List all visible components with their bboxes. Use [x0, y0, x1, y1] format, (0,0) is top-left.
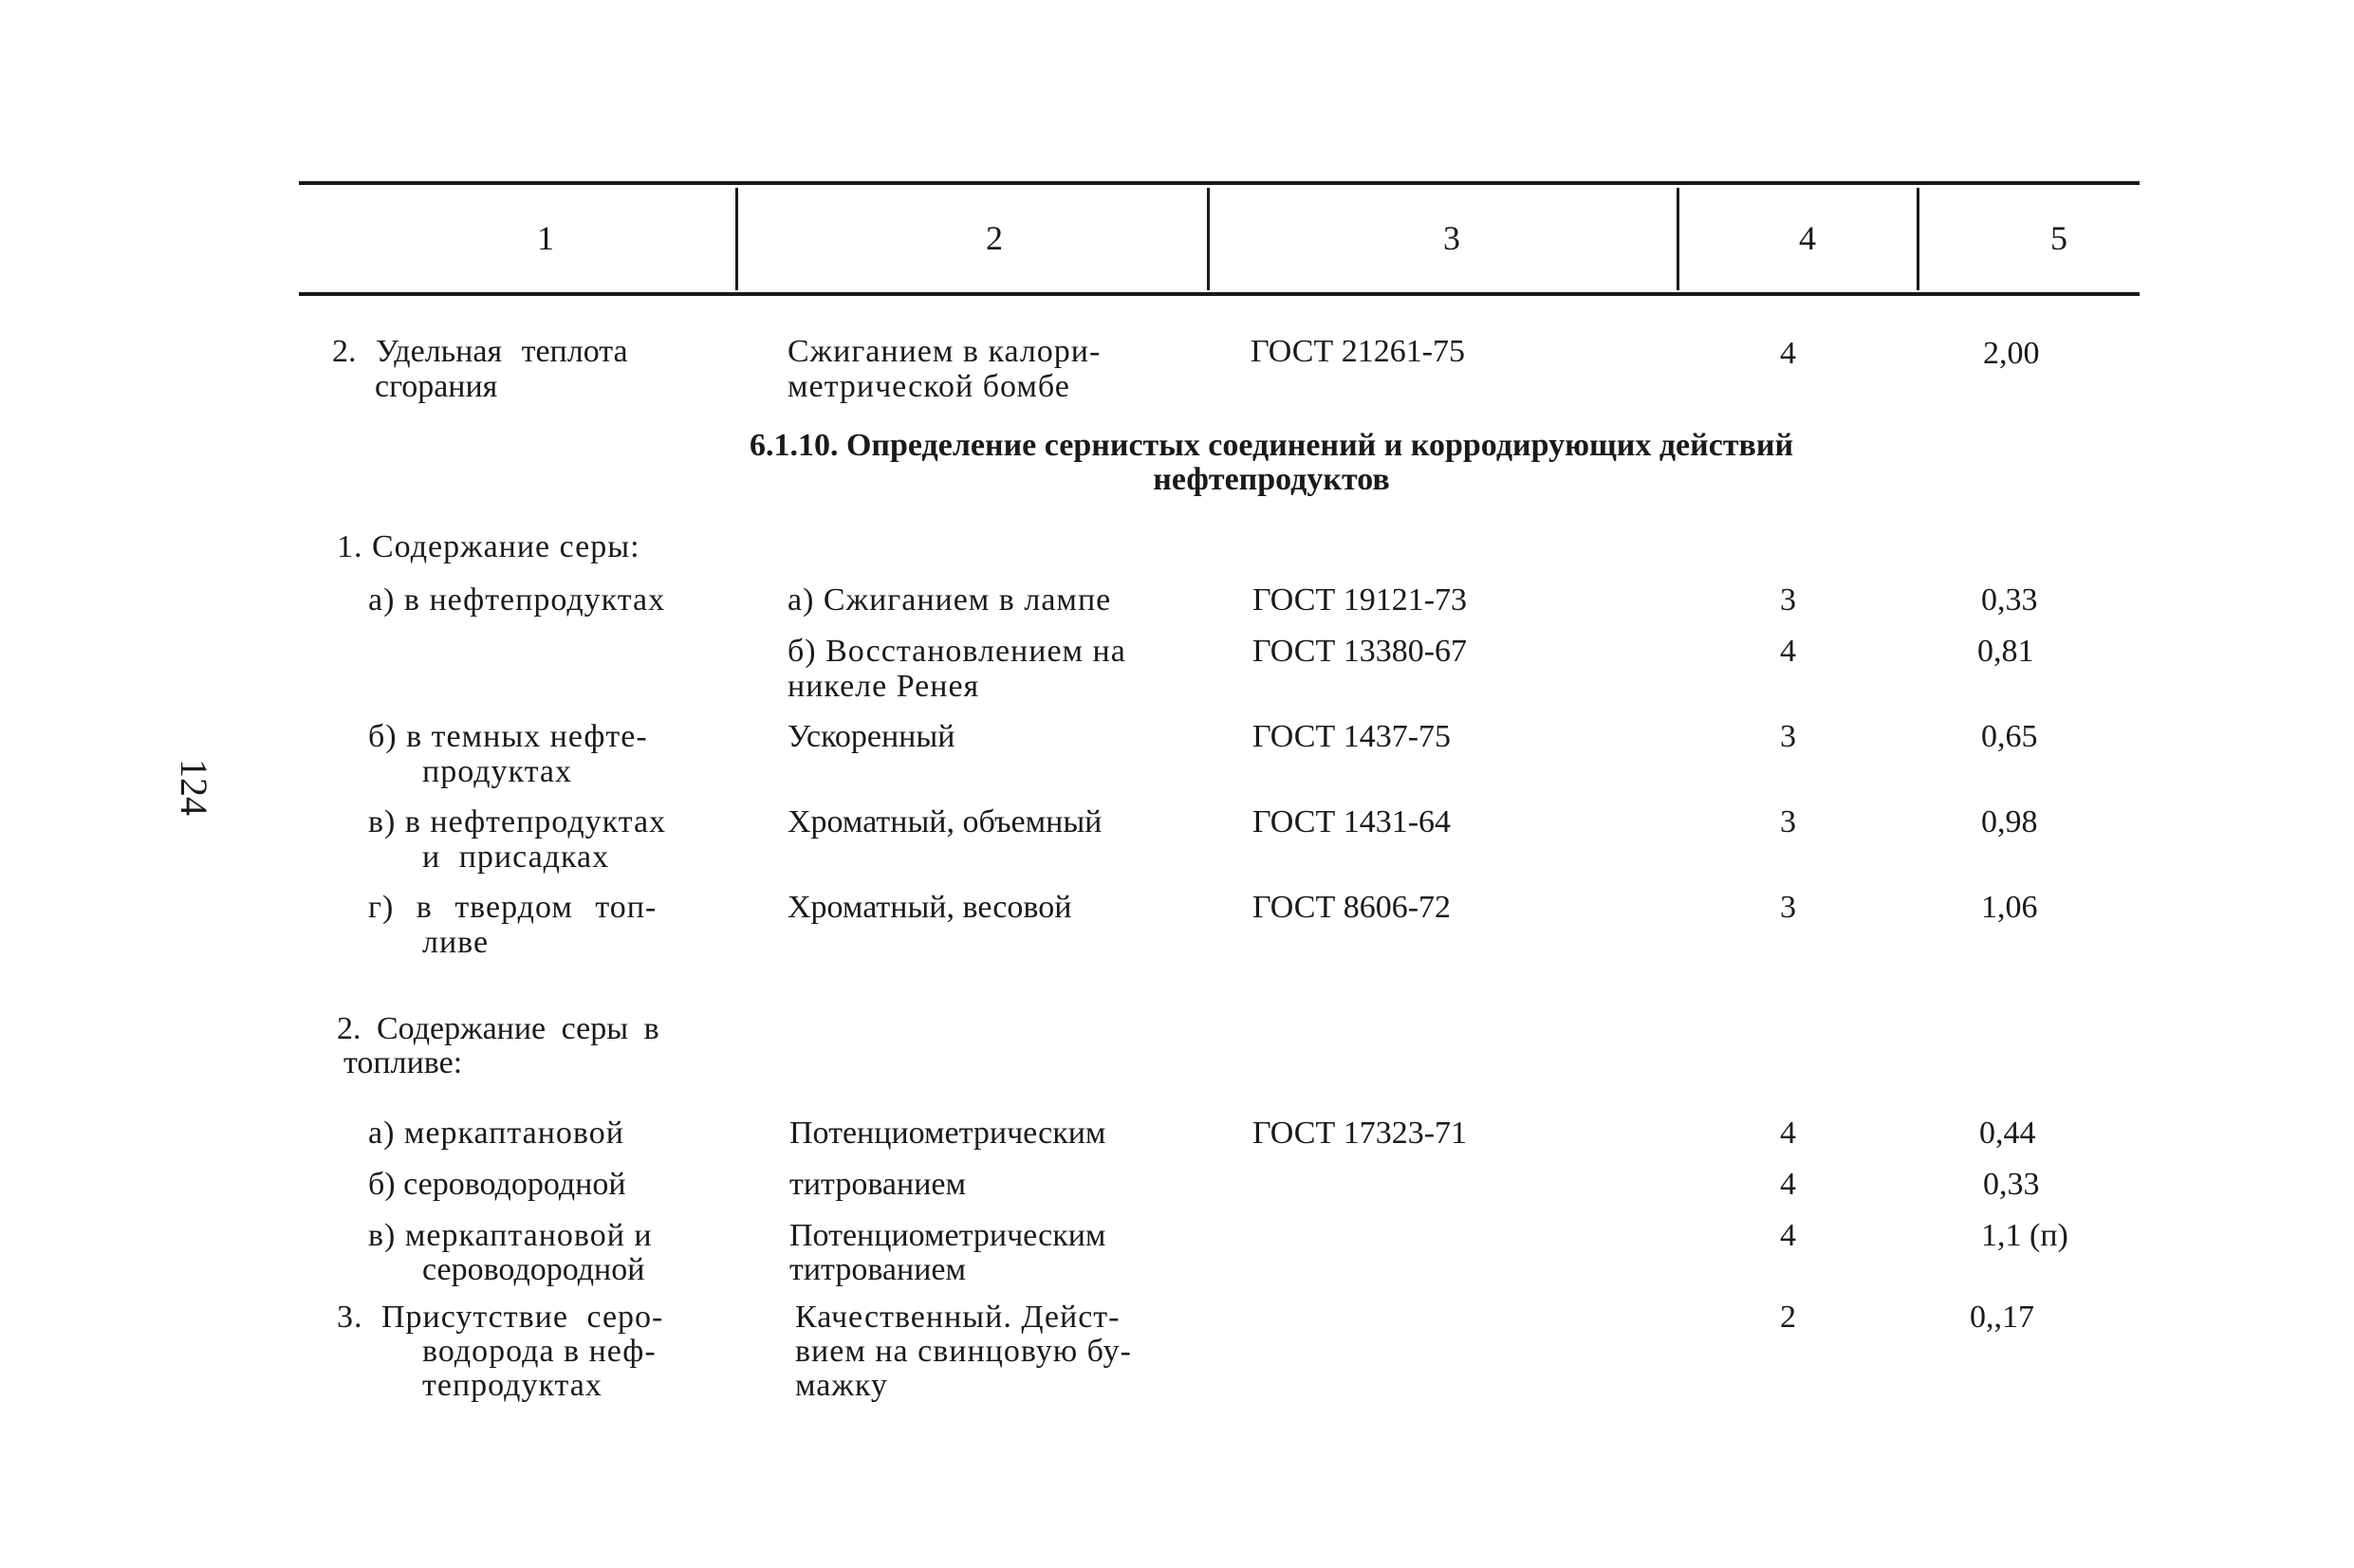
row-name: а) в нефтепродуктах: [368, 582, 666, 618]
row-name-line: сгорания: [375, 369, 498, 404]
column-header: 2: [986, 219, 1003, 257]
col4-value: 2: [1780, 1300, 1796, 1335]
page-number: 124: [173, 759, 215, 816]
col5-value: 0,33: [1983, 1167, 2040, 1202]
col5-value: 1,06: [1981, 890, 2038, 925]
column-divider: [1207, 188, 1210, 290]
method-line: Качественный. Дейст-: [795, 1300, 1121, 1335]
column-header: 5: [2050, 219, 2067, 257]
row-name-line: водорода в неф-: [422, 1334, 657, 1369]
method-line: Хроматный, весовой: [788, 890, 1072, 925]
column-header: 3: [1443, 219, 1460, 257]
col5-value: 0,44: [1979, 1116, 2036, 1151]
method-line: Потенциометрическим: [789, 1218, 1106, 1253]
gost-code: ГОСТ 1431-64: [1252, 804, 1452, 839]
group-title: 2. Содержание серы в: [337, 1011, 659, 1046]
gost-code: ГОСТ 8606-72: [1252, 890, 1452, 925]
col4-value: 3: [1780, 582, 1796, 618]
column-divider: [735, 188, 738, 290]
row-name: б) сероводородной: [368, 1167, 626, 1202]
gost-code: ГОСТ 13380-67: [1252, 634, 1468, 669]
col4-value: 4: [1780, 1167, 1796, 1202]
row-name-line: тепродуктах: [422, 1368, 602, 1403]
col4-value: 3: [1780, 890, 1796, 925]
gost-code: ГОСТ 1437-75: [1252, 719, 1452, 754]
col5-value: 0,,17: [1970, 1300, 2034, 1335]
column-header: 4: [1799, 219, 1816, 257]
method-line: титрованием: [789, 1167, 967, 1202]
col5-value: 1,1 (п): [1981, 1218, 2068, 1253]
col5-value: 0,81: [1977, 634, 2034, 669]
row-name-line: г) в твердом топ-: [368, 890, 658, 925]
col5-value: 2,00: [1983, 336, 2040, 371]
method-line: вием на свинцовую бу-: [795, 1334, 1132, 1369]
col4-value: 4: [1780, 634, 1796, 669]
method-line: титрованием: [789, 1252, 967, 1287]
method-line: Потенциометрическим: [789, 1116, 1106, 1151]
method-line: никеле Ренея: [788, 669, 980, 704]
row-name-line: сероводородной: [422, 1252, 645, 1287]
method-line: метрической бомбе: [788, 369, 1070, 404]
method-line: б) Восстановлением на: [788, 634, 1126, 669]
group-title: 1. Содержание серы:: [337, 529, 640, 564]
row-name: а) меркаптановой: [368, 1116, 624, 1151]
gost-code: ГОСТ 19121-73: [1252, 582, 1468, 618]
row-name-line: продуктах: [422, 754, 572, 789]
col5-value: 0,65: [1981, 719, 2038, 754]
gost-code: ГОСТ 17323-71: [1252, 1116, 1468, 1151]
row-name-line: б) в темных нефте-: [368, 719, 648, 754]
row-name-line: в) меркаптановой и: [368, 1218, 653, 1253]
method-line: Сжиганием в калори-: [788, 334, 1102, 369]
column-divider: [1917, 188, 1919, 290]
row-name-line: и присадках: [422, 839, 610, 875]
col5-value: 0,33: [1981, 582, 2038, 618]
table-header-bottom-rule: [299, 292, 2140, 296]
row-name-line: 2. Удельная теплота: [332, 334, 628, 369]
column-divider: [1677, 188, 1679, 290]
column-header: 1: [537, 219, 554, 257]
col5-value: 0,98: [1981, 804, 2038, 839]
gost-code: ГОСТ 21261-75: [1251, 334, 1466, 369]
section-title: нефтепродуктов: [1153, 462, 1390, 497]
group-title: топливе:: [343, 1045, 463, 1080]
col4-value: 4: [1780, 1116, 1796, 1151]
row-name-line: ливе: [422, 925, 490, 960]
col4-value: 4: [1780, 1218, 1796, 1253]
col4-value: 4: [1780, 336, 1796, 371]
method-line: мажку: [795, 1368, 888, 1403]
row-name-line: 3. Присутствие серо-: [337, 1300, 664, 1335]
col4-value: 3: [1780, 804, 1796, 839]
table-top-rule: [299, 181, 2140, 185]
method-line: Хроматный, объемный: [788, 804, 1103, 839]
col4-value: 3: [1780, 719, 1796, 754]
row-name-line: в) в нефтепродуктах: [368, 804, 667, 839]
method-line: Ускоренный: [788, 719, 955, 754]
section-title: 6.1.10. Определение сернистых соединений и корродирующих действий: [749, 428, 1794, 463]
method-line: а) Сжиганием в лампе: [788, 582, 1112, 618]
